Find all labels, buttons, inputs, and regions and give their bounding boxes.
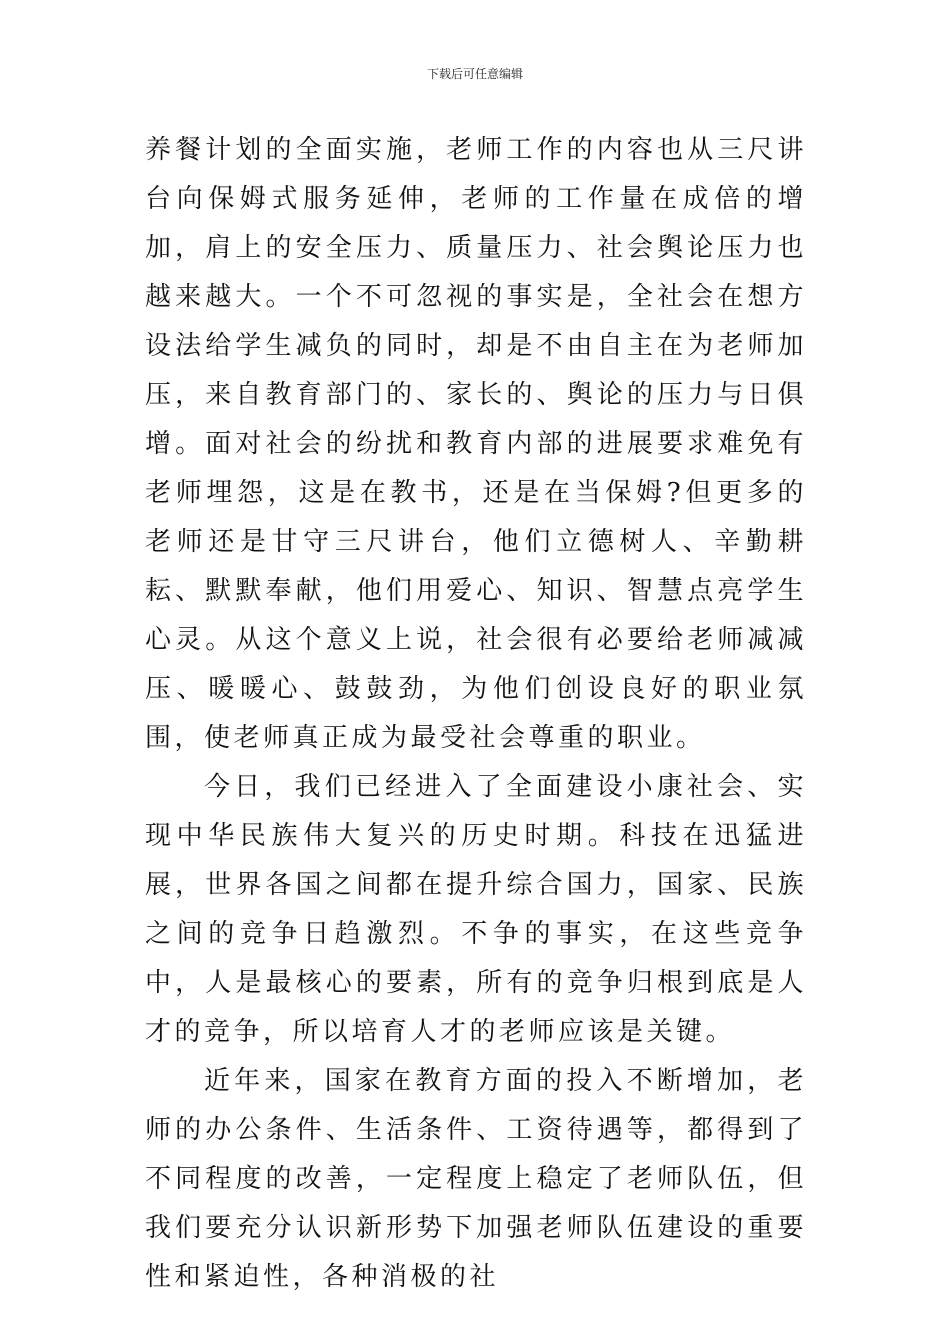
paragraph-continued: 养餐计划的全面实施，老师工作的内容也从三尺讲台向保姆式服务延伸，老师的工作量在成倍的增加，肩上的安全压力、质量压力、社会舆论压力也越来越大。一个不可忽视的事实是，全社会在想方设法给学生减负的同时，却是不由自主在为老师加压，来自教育部门的、家长的、舆论的压力与日俱增。面对社会的纷扰和教育内部的进展要求难免有老师埋怨，这是在教书，还是在当保姆?但更多的老师还是甘守三尺讲台，他们立德树人、辛勤耕耘、默默奉献，他们用爱心、知识、智慧点亮学生心灵。从这个意义上说，社会很有必要给老师减减压、暖暖心、鼓鼓劲，为他们创设良好的职业氛围，使老师真正成为最受社会尊重的职业。: [145, 135, 807, 753]
page-header-note: 下载后可任意编辑: [426, 67, 523, 81]
paragraph: 今日，我们已经进入了全面建设小康社会、实现中华民族伟大复兴的历史时期。科技在迅猛进展，世界各国之间都在提升综合国力，国家、民族之间的竞争日趋激烈。不争的事实，在这些竞争中，人是最核心的要素，所有的竞争归根到底是人才的竞争，所以培育人才的老师应该是关键。: [145, 772, 807, 1047]
document-body: [145, 126, 807, 1302]
paragraph: 近年来，国家在教育方面的投入不断增加，老师的办公条件、生活条件、工资待遇等，都得到了不同程度的改善，一定程度上稳定了老师队伍，但我们要充分认识新形势下加强老师队伍建设的重要性和紧迫性，各种消极的社: [145, 1066, 807, 1292]
